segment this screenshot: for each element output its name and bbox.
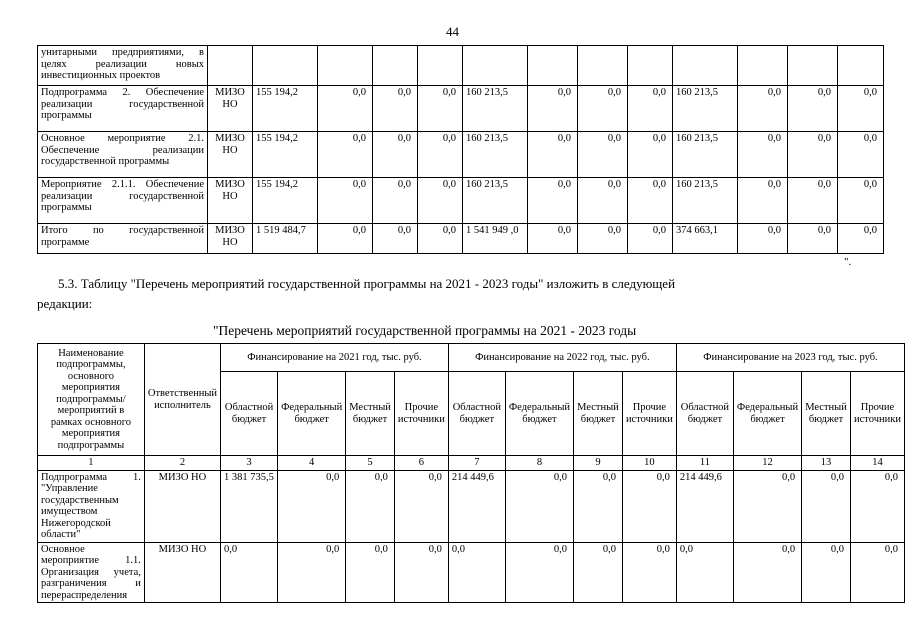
row-value [373,46,418,86]
row-value: 0,0 [418,132,463,178]
row-value: 0,0 [838,178,884,224]
row-value: 0,0 [622,470,676,542]
row-value: 374 663,1 [673,224,738,254]
row-value [673,46,738,86]
table-row [38,86,884,132]
row-value: 0,0 [528,224,578,254]
row-value: 0,0 [373,224,418,254]
row-label: Подпрограмма 1. "Управление государственным имуществом Нижегородской области" [38,470,145,542]
row-value: 160 213,5 [463,178,528,224]
column-number: 4 [278,456,346,471]
header-subcolumn: Областной бюджет [448,372,505,456]
closing-quote: ". [844,256,852,268]
row-value [418,46,463,86]
row-value: 160 213,5 [463,132,528,178]
row-value: 0,0 [373,86,418,132]
row-value: 0,0 [802,470,851,542]
row-label: Мероприятие 2.1.1. Обеспечение реализации государственной программы [38,178,208,224]
row-executor: МИЗО НО [208,132,253,178]
column-number: 7 [448,456,505,471]
row-value [788,46,838,86]
row-value: 0,0 [418,178,463,224]
row-value: 0,0 [628,178,673,224]
column-number: 13 [802,456,851,471]
table-row [38,470,905,542]
row-value: 214 449,6 [448,470,505,542]
row-value: 0,0 [505,542,573,603]
row-value: 0,0 [838,224,884,254]
header-subcolumn: Прочие источники [394,372,448,456]
header-subcolumn: Областной бюджет [221,372,278,456]
row-value: 0,0 [278,470,346,542]
row-value: 0,0 [738,178,788,224]
row-value: 0,0 [802,542,851,603]
row-value: 0,0 [578,86,628,132]
row-value: 0,0 [346,542,395,603]
column-number: 5 [346,456,395,471]
table-row [38,132,884,178]
row-value: 0,0 [628,224,673,254]
row-value [318,46,373,86]
row-value: 0,0 [738,86,788,132]
header-subcolumn: Федеральный бюджет [505,372,573,456]
header-subcolumn: Прочие источники [850,372,904,456]
row-value: 0,0 [676,542,733,603]
row-value: 0,0 [373,178,418,224]
row-value: 0,0 [838,132,884,178]
row-value: 0,0 [394,470,448,542]
row-value: 0,0 [622,542,676,603]
row-value: 0,0 [738,132,788,178]
row-value: 160 213,5 [673,86,738,132]
row-value: 0,0 [318,224,373,254]
header-subcolumn: Местный бюджет [802,372,851,456]
row-value [528,46,578,86]
row-value: 0,0 [505,470,573,542]
header-subcolumn: Прочие источники [622,372,676,456]
row-value: 0,0 [578,178,628,224]
row-value: 0,0 [838,86,884,132]
row-value: 155 194,2 [253,178,318,224]
row-executor: МИЗО НО [144,542,220,603]
row-value [253,46,318,86]
column-number: 10 [622,456,676,471]
row-value: 0,0 [528,86,578,132]
row-value: 0,0 [628,132,673,178]
column-number: 11 [676,456,733,471]
row-label: Основное мероприятие 2.1. Обеспечение реализации государственной программы [38,132,208,178]
paragraph-end: редакции: [37,296,93,311]
column-number: 8 [505,456,573,471]
paragraph-text: 5.3. Таблицу "Перечень мероприятий государственной программы на 2021 - 2023 годы" изложить в следующей [58,276,676,291]
row-value: 1 519 484,7 [253,224,318,254]
header-row [38,344,905,372]
header-subcolumn: Местный бюджет [346,372,395,456]
row-value: 0,0 [528,132,578,178]
row-executor [208,46,253,86]
table-row [38,46,884,86]
row-label: Подпрограмма 2. Обеспечение реализации государственной программы [38,86,208,132]
table-caption: "Перечень мероприятий государственной программы на 2021 - 2023 годы [213,323,637,338]
row-value: 155 194,2 [253,86,318,132]
header-year: Финансирование на 2023 год, тыс. руб. [676,344,904,372]
column-number: 9 [574,456,623,471]
row-value: 0,0 [733,542,801,603]
row-value: 0,0 [738,224,788,254]
column-number: 1 [38,456,145,471]
row-value: 155 194,2 [253,132,318,178]
row-value: 0,0 [394,542,448,603]
row-value: 0,0 [733,470,801,542]
row-executor: МИЗО НО [208,178,253,224]
row-value: 0,0 [578,224,628,254]
table-row [38,178,884,224]
row-value: 0,0 [574,470,623,542]
row-value: 0,0 [788,132,838,178]
header-year: Финансирование на 2021 год, тыс. руб. [221,344,449,372]
row-value: 0,0 [528,178,578,224]
row-value: 0,0 [850,470,904,542]
row-value: 0,0 [574,542,623,603]
column-number: 3 [221,456,278,471]
row-value [838,46,884,86]
header-subcolumn: Федеральный бюджет [733,372,801,456]
row-value: 0,0 [850,542,904,603]
row-value [578,46,628,86]
bottom-funding-table [37,343,905,603]
header-name: Наименование подпрограммы, основного мероприятия подпрограммы/ мероприятий в рамках основного мероприятия подпрограммы [38,344,145,456]
header-year: Финансирование на 2022 год, тыс. руб. [448,344,676,372]
row-value: 0,0 [788,86,838,132]
row-value: 160 213,5 [673,132,738,178]
row-value: 214 449,6 [676,470,733,542]
row-label: Основное мероприятие 1.1. Организация учета, разграничения и перераспределения [38,542,145,603]
header-subcolumn: Областной бюджет [676,372,733,456]
row-value: 0,0 [318,178,373,224]
row-value: 0,0 [788,224,838,254]
row-value: 0,0 [221,542,278,603]
column-number: 6 [394,456,448,471]
row-value: 0,0 [788,178,838,224]
row-value [738,46,788,86]
row-executor: МИЗО НО [208,86,253,132]
row-value: 0,0 [578,132,628,178]
page-number: 44 [446,24,459,39]
table-row [38,542,905,603]
row-value: 0,0 [628,86,673,132]
header-subcolumn: Местный бюджет [574,372,623,456]
column-number-row [38,456,905,471]
row-label: унитарными предприятиями, в целях реализации новых инвестиционных проектов [38,46,208,86]
column-number: 2 [144,456,220,471]
row-executor: МИЗО НО [144,470,220,542]
row-value: 0,0 [278,542,346,603]
row-executor: МИЗО НО [208,224,253,254]
row-value: 160 213,5 [463,86,528,132]
row-value: 1 381 735,5 [221,470,278,542]
header-executor: Ответственный исполнитель [144,344,220,456]
row-value: 0,0 [318,132,373,178]
row-value: 0,0 [418,86,463,132]
row-value: 0,0 [448,542,505,603]
row-value: 160 213,5 [673,178,738,224]
row-value: 1 541 949 ,0 [463,224,528,254]
row-value [463,46,528,86]
row-value: 0,0 [373,132,418,178]
row-label: Итого по государственной программе [38,224,208,254]
header-subcolumn: Федеральный бюджет [278,372,346,456]
column-number: 14 [850,456,904,471]
table-row [38,224,884,254]
row-value: 0,0 [318,86,373,132]
row-value: 0,0 [418,224,463,254]
row-value: 0,0 [346,470,395,542]
top-funding-table [37,45,884,254]
row-value [628,46,673,86]
column-number: 12 [733,456,801,471]
